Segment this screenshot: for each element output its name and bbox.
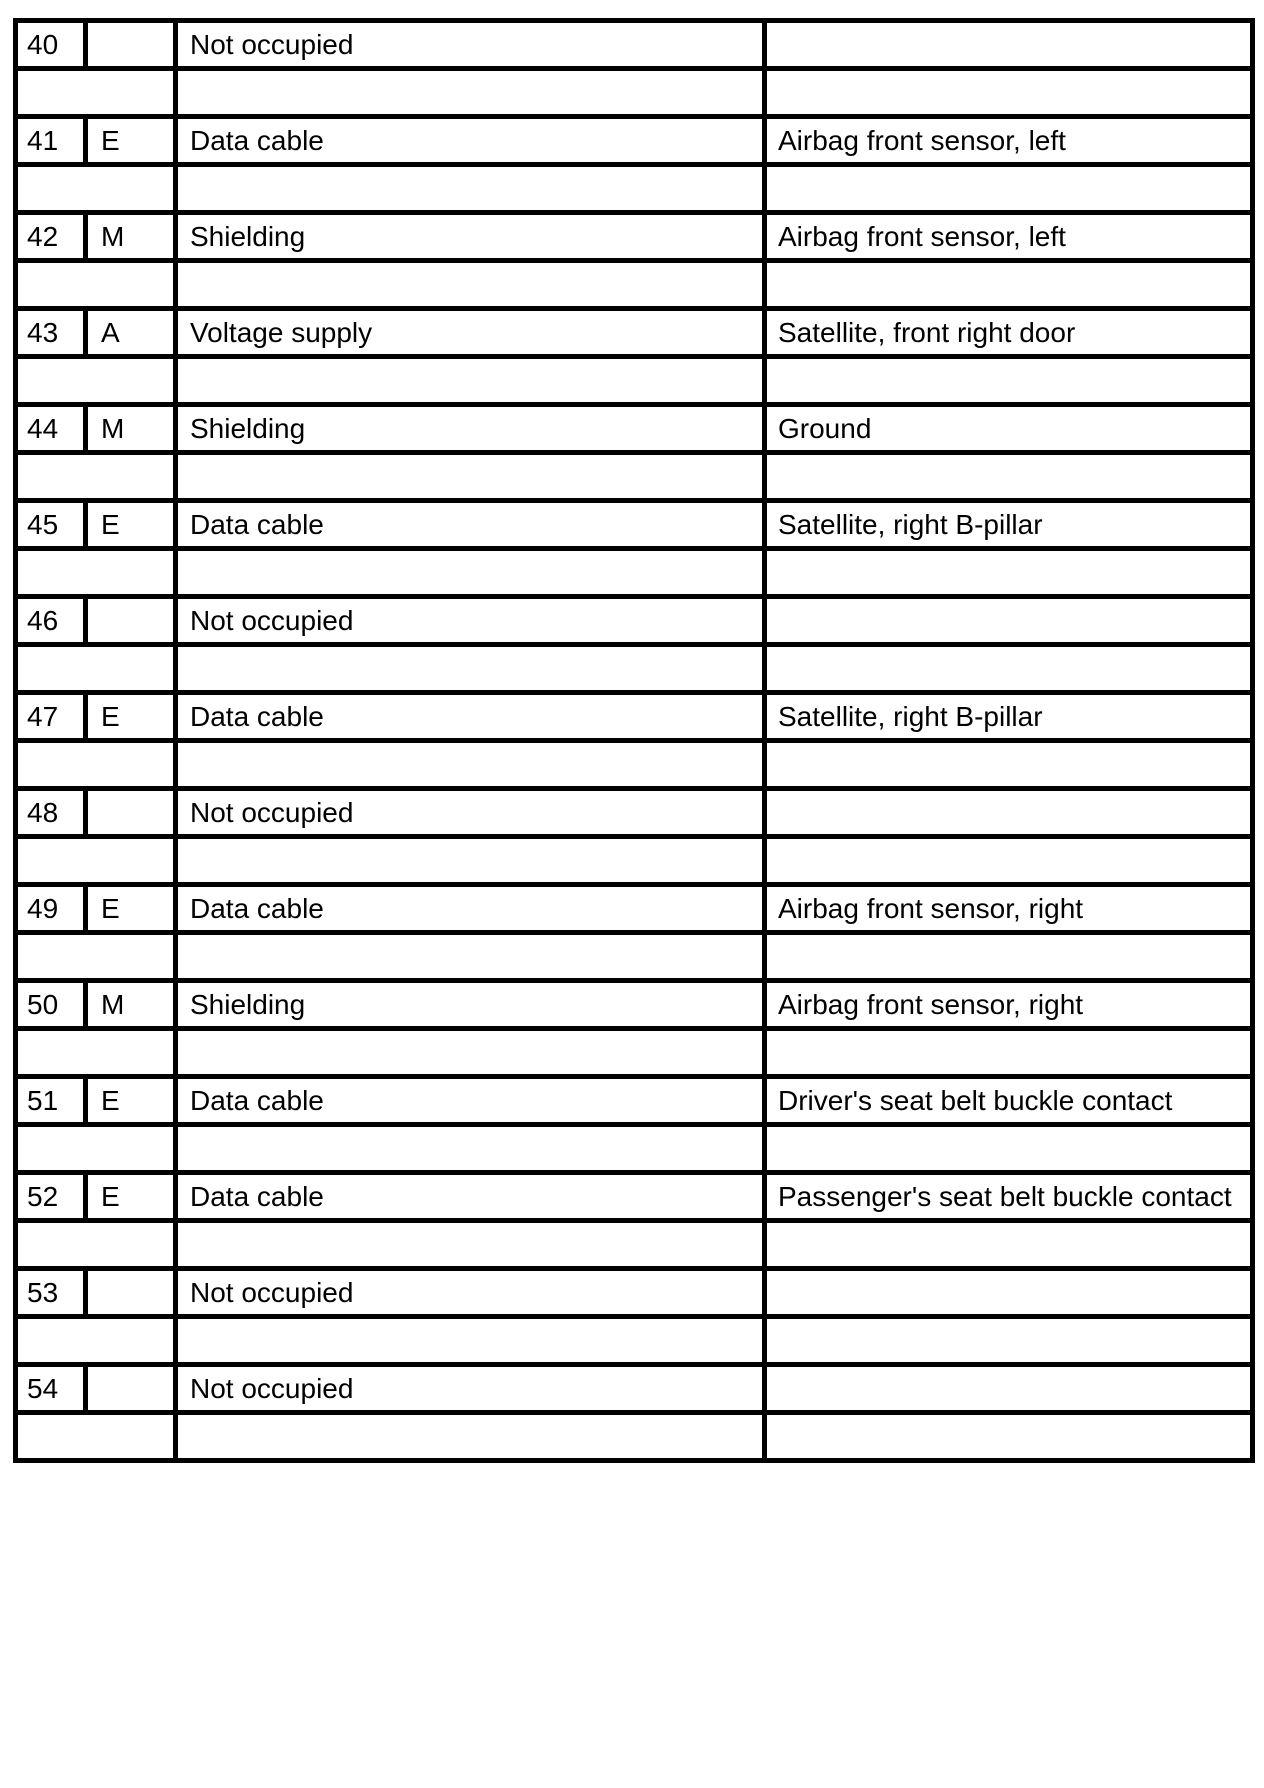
spacer-cell	[16, 453, 176, 501]
pin-number-cell: 45	[16, 501, 86, 549]
description-cell	[765, 1269, 1253, 1317]
spacer-cell	[16, 1221, 176, 1269]
spacer-cell	[176, 453, 765, 501]
spacer-cell	[765, 549, 1253, 597]
pin-number-cell: 42	[16, 213, 86, 261]
spacer-cell	[176, 741, 765, 789]
table-row	[16, 501, 1253, 549]
spacer-cell	[176, 69, 765, 117]
pin-number-cell: 40	[16, 21, 86, 69]
signal-cell: Data cable	[176, 501, 765, 549]
spacer-cell	[176, 1029, 765, 1077]
spacer-cell	[16, 837, 176, 885]
pin-type-cell	[86, 1365, 176, 1413]
signal-cell: Not occupied	[176, 21, 765, 69]
spacer-row	[16, 1221, 1253, 1269]
spacer-cell	[16, 645, 176, 693]
pin-type-cell	[86, 597, 176, 645]
spacer-cell	[765, 357, 1253, 405]
spacer-cell	[176, 837, 765, 885]
spacer-row	[16, 933, 1253, 981]
spacer-row	[16, 645, 1253, 693]
spacer-cell	[176, 645, 765, 693]
description-cell	[765, 789, 1253, 837]
table-row	[16, 981, 1253, 1029]
spacer-cell	[176, 549, 765, 597]
pin-number-cell: 50	[16, 981, 86, 1029]
pin-assignment-table	[13, 18, 1255, 1463]
table-row	[16, 309, 1253, 357]
table-row	[16, 117, 1253, 165]
spacer-cell	[176, 1413, 765, 1461]
signal-cell: Data cable	[176, 1173, 765, 1221]
spacer-cell	[176, 261, 765, 309]
table-row	[16, 1173, 1253, 1221]
signal-cell: Data cable	[176, 117, 765, 165]
description-cell: Satellite, right B-pillar	[765, 693, 1253, 741]
spacer-cell	[765, 453, 1253, 501]
spacer-cell	[16, 933, 176, 981]
spacer-cell	[16, 357, 176, 405]
spacer-cell	[16, 741, 176, 789]
table-row	[16, 1269, 1253, 1317]
spacer-cell	[765, 645, 1253, 693]
spacer-cell	[176, 1221, 765, 1269]
signal-cell: Not occupied	[176, 597, 765, 645]
spacer-row	[16, 549, 1253, 597]
table-row	[16, 405, 1253, 453]
pin-type-cell: E	[86, 501, 176, 549]
spacer-cell	[765, 837, 1253, 885]
spacer-cell	[176, 933, 765, 981]
spacer-cell	[16, 1413, 176, 1461]
spacer-cell	[765, 261, 1253, 309]
pin-type-cell: M	[86, 405, 176, 453]
spacer-row	[16, 741, 1253, 789]
spacer-row	[16, 1029, 1253, 1077]
pin-type-cell	[86, 21, 176, 69]
signal-cell: Shielding	[176, 213, 765, 261]
description-cell: Satellite, front right door	[765, 309, 1253, 357]
description-cell: Airbag front sensor, right	[765, 981, 1253, 1029]
pin-number-cell: 49	[16, 885, 86, 933]
signal-cell: Data cable	[176, 1077, 765, 1125]
spacer-cell	[16, 1317, 176, 1365]
description-cell: Driver's seat belt buckle contact	[765, 1077, 1253, 1125]
pin-number-cell: 41	[16, 117, 86, 165]
spacer-row	[16, 1317, 1253, 1365]
pin-number-cell: 48	[16, 789, 86, 837]
table-row	[16, 597, 1253, 645]
pin-type-cell: M	[86, 981, 176, 1029]
pin-type-cell: M	[86, 213, 176, 261]
spacer-row	[16, 1125, 1253, 1173]
spacer-cell	[16, 165, 176, 213]
pin-type-cell: E	[86, 1173, 176, 1221]
description-cell: Ground	[765, 405, 1253, 453]
spacer-cell	[16, 69, 176, 117]
spacer-cell	[765, 1317, 1253, 1365]
spacer-cell	[16, 1029, 176, 1077]
description-cell: Airbag front sensor, left	[765, 213, 1253, 261]
pin-number-cell: 47	[16, 693, 86, 741]
signal-cell: Shielding	[176, 405, 765, 453]
pin-number-cell: 44	[16, 405, 86, 453]
description-cell: Passenger's seat belt buckle contact	[765, 1173, 1253, 1221]
pin-number-cell: 46	[16, 597, 86, 645]
signal-cell: Data cable	[176, 885, 765, 933]
table-row	[16, 789, 1253, 837]
signal-cell: Not occupied	[176, 1365, 765, 1413]
spacer-row	[16, 453, 1253, 501]
spacer-cell	[176, 1317, 765, 1365]
spacer-cell	[765, 165, 1253, 213]
spacer-row	[16, 1413, 1253, 1461]
spacer-cell	[176, 1125, 765, 1173]
description-cell	[765, 21, 1253, 69]
description-cell: Airbag front sensor, right	[765, 885, 1253, 933]
pin-number-cell: 54	[16, 1365, 86, 1413]
table-row	[16, 693, 1253, 741]
spacer-cell	[765, 69, 1253, 117]
pin-type-cell: E	[86, 1077, 176, 1125]
table-row	[16, 1077, 1253, 1125]
table-row	[16, 885, 1253, 933]
pin-type-cell: A	[86, 309, 176, 357]
description-cell: Airbag front sensor, left	[765, 117, 1253, 165]
spacer-cell	[176, 357, 765, 405]
spacer-cell	[16, 549, 176, 597]
spacer-row	[16, 69, 1253, 117]
signal-cell: Voltage supply	[176, 309, 765, 357]
table-row	[16, 1365, 1253, 1413]
pin-number-cell: 51	[16, 1077, 86, 1125]
signal-cell: Data cable	[176, 693, 765, 741]
pin-type-cell: E	[86, 693, 176, 741]
pin-type-cell: E	[86, 885, 176, 933]
description-cell: Satellite, right B-pillar	[765, 501, 1253, 549]
pin-number-cell: 43	[16, 309, 86, 357]
spacer-cell	[765, 933, 1253, 981]
description-cell	[765, 1365, 1253, 1413]
spacer-cell	[765, 1125, 1253, 1173]
pin-type-cell	[86, 1269, 176, 1317]
signal-cell: Not occupied	[176, 789, 765, 837]
spacer-cell	[176, 165, 765, 213]
signal-cell: Shielding	[176, 981, 765, 1029]
description-cell	[765, 597, 1253, 645]
spacer-row	[16, 837, 1253, 885]
spacer-row	[16, 165, 1253, 213]
spacer-cell	[16, 1125, 176, 1173]
pin-number-cell: 52	[16, 1173, 86, 1221]
spacer-cell	[765, 1221, 1253, 1269]
pin-type-cell	[86, 789, 176, 837]
pin-type-cell: E	[86, 117, 176, 165]
spacer-cell	[765, 741, 1253, 789]
pin-table-body	[16, 21, 1253, 1461]
spacer-cell	[765, 1029, 1253, 1077]
spacer-cell	[16, 261, 176, 309]
pin-number-cell: 53	[16, 1269, 86, 1317]
table-row	[16, 213, 1253, 261]
spacer-row	[16, 357, 1253, 405]
spacer-cell	[765, 1413, 1253, 1461]
table-row	[16, 21, 1253, 69]
signal-cell: Not occupied	[176, 1269, 765, 1317]
spacer-row	[16, 261, 1253, 309]
